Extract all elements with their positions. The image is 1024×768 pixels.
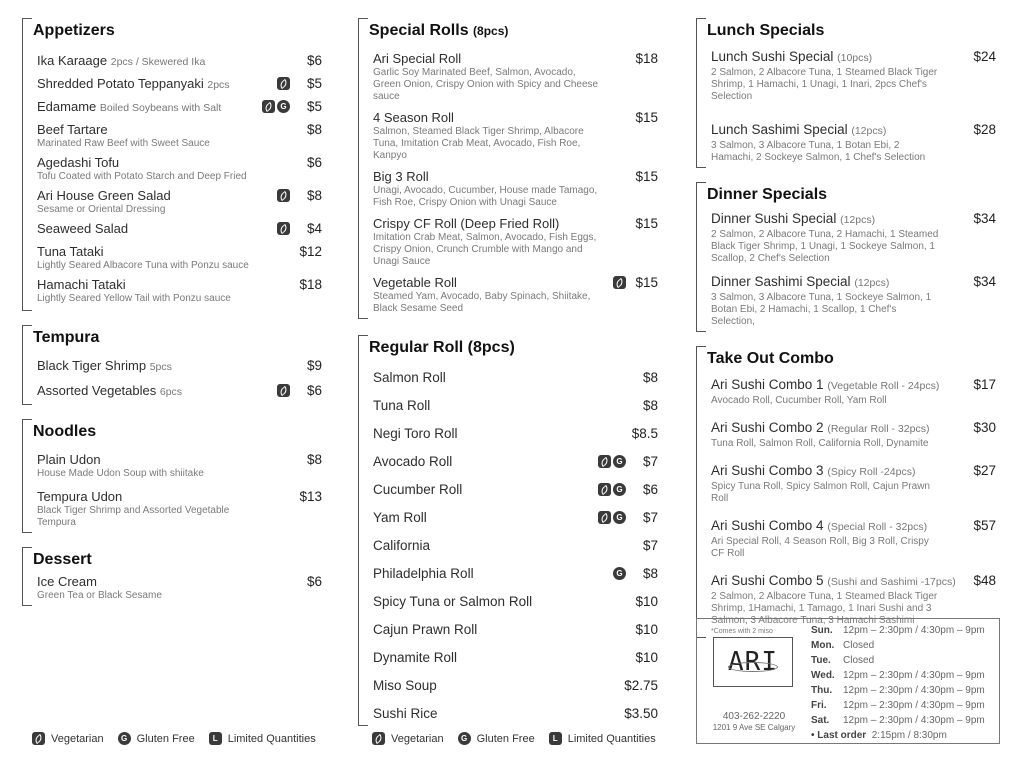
item-portion: 2pcs / Skewered Ika: [110, 56, 206, 68]
item-description: Sesame or Oriental Dressing: [37, 204, 166, 215]
item-name: Ari Sushi Combo 5: [711, 573, 824, 588]
restaurant-info-box: [696, 618, 1000, 744]
menu-column-2: [358, 18, 662, 726]
item-name: Ari Sushi Combo 2: [711, 420, 824, 435]
legend-left: [32, 732, 316, 745]
regular-roll-section: [358, 335, 662, 726]
item-name: Ari House Green Salad: [37, 188, 171, 203]
item-portion: (Special Roll - 32pcs): [827, 521, 928, 533]
item-description: 2 Salmon, 2 Albacore Tuna, 1 Steamed Black Tiger Shrimp, 1Hamachi, 1 Tamago, 1 Inari Sushi and 3 Salmon, 3 Albacore Tuna, 3 Hamachi Sashimi: [711, 591, 938, 626]
item-description: 3 Salmon, 3 Albacore Tuna, 1 Sockeye Salmon, 1 Botan Ebi, 2 Hamachi, 1 Scallop, 1 Chef's Selection,: [711, 292, 932, 327]
section-title: Tempura: [33, 329, 100, 346]
menu-item: [37, 98, 326, 117]
menu-item: [37, 357, 326, 376]
menu-item: [711, 376, 1000, 407]
item-portion: 2pcs: [207, 79, 230, 91]
menu-item: [373, 397, 662, 414]
menu-item: [711, 462, 1000, 505]
legend-vegetarian: Vegetarian: [391, 732, 444, 745]
item-description: Garlic Soy Marinated Beef, Salmon, Avocado, Green Onion, Crispy Onion with Spicy and Cheese sauce: [373, 67, 599, 102]
hours-row: [811, 653, 985, 668]
item-price: $13: [299, 489, 322, 504]
item-price: $7: [642, 510, 658, 525]
gluten-free-icon: G: [613, 455, 626, 468]
vegetarian-icon: [262, 100, 275, 113]
item-price: $6: [306, 53, 322, 68]
item-name: Tempura Udon: [37, 489, 123, 504]
hours-row: [811, 668, 985, 683]
item-price: $15: [635, 216, 658, 231]
last-order-label: • Last order: [811, 730, 867, 741]
hours-day: Sat.: [811, 715, 830, 726]
menu-item: [37, 573, 326, 602]
item-name: Dinner Sushi Special: [711, 211, 837, 226]
menu-item: [373, 274, 662, 315]
legend-gluten-free: Gluten Free: [476, 732, 535, 745]
item-name: Edamame: [37, 99, 97, 114]
item-name: Miso Soup: [373, 678, 437, 693]
menu-item: [37, 75, 326, 94]
item-description: Tuna Roll, Salmon Roll, California Roll, Dynamite: [711, 438, 929, 449]
hours-day: Fri.: [811, 700, 827, 711]
item-description: Lightly Seared Albacore Tuna with Ponzu sauce: [37, 260, 249, 271]
hours-row: [811, 623, 985, 638]
item-price: $24: [973, 49, 996, 64]
item-description: Steamed Yam, Avocado, Baby Spinach, Shiitake, Black Sesame Seed: [373, 291, 591, 314]
section-title: Noodles: [33, 423, 97, 440]
hours-day: Sun.: [811, 625, 833, 636]
menu-item: [711, 419, 1000, 450]
hours-time: 12pm – 2:30pm / 4:30pm – 9pm: [843, 715, 985, 726]
menu-item: [37, 276, 326, 305]
item-price: $8: [306, 188, 322, 203]
menu-item: [373, 425, 662, 442]
item-name: Avocado Roll: [373, 454, 453, 469]
dessert-section: [22, 547, 326, 606]
hours-row: [811, 638, 985, 653]
menu-item: [373, 593, 662, 610]
hours-day: Wed.: [811, 670, 835, 681]
menu-item: [711, 48, 1000, 103]
hours-day: Mon.: [811, 640, 835, 651]
menu-item: [373, 677, 662, 694]
hours-time: 12pm – 2:30pm / 4:30pm – 9pm: [843, 685, 985, 696]
item-name: Tuna Tataki: [37, 244, 104, 259]
item-portion: (10pcs): [837, 52, 873, 64]
item-portion: Boiled Soybeans with Salt: [99, 102, 222, 114]
item-name: Ika Karaage: [37, 53, 108, 68]
item-portion: (12pcs): [854, 277, 890, 289]
menu-item: [37, 488, 326, 529]
item-price: $18: [635, 51, 658, 66]
legend-vegetarian: Vegetarian: [51, 732, 104, 745]
item-description: Lightly Seared Yellow Tail with Ponzu sauce: [37, 293, 231, 304]
item-name: Ari Sushi Combo 4: [711, 518, 824, 533]
item-portion: (Regular Roll - 32pcs): [827, 423, 930, 435]
address: 1201 9 Ave SE Calgary: [712, 723, 796, 732]
item-price: $5: [306, 76, 322, 91]
menu-item: [711, 273, 1000, 328]
hours-time: Closed: [843, 655, 875, 666]
vegetarian-icon: [277, 222, 290, 235]
item-description: Avocado Roll, Cucumber Roll, Yam Roll: [711, 395, 887, 406]
menu-item: [711, 210, 1000, 265]
item-price: $48: [973, 573, 996, 588]
menu-item: [37, 220, 326, 237]
last-order-time: 2:15pm / 8:30pm: [871, 730, 947, 741]
item-name: Vegetable Roll: [373, 275, 457, 290]
hours-day: Tue.: [811, 655, 831, 666]
section-title-main: Special Rolls: [369, 22, 469, 39]
item-description: Green Tea or Black Sesame: [37, 590, 162, 601]
hours-time: 12pm – 2:30pm / 4:30pm – 9pm: [843, 700, 985, 711]
hours-time: 12pm – 2:30pm / 4:30pm – 9pm: [843, 625, 985, 636]
menu-item: [711, 517, 1000, 560]
item-price: $57: [973, 518, 996, 533]
item-description: Black Tiger Shrimp and Assorted Vegetable Tempura: [37, 505, 230, 528]
item-description: Spicy Tuna Roll, Spicy Salmon Roll, Cajun Prawn Roll: [711, 481, 930, 504]
item-description: 3 Salmon, 3 Albacore Tuna, 1 Botan Ebi, 2 Hamachi, 2 Sockeye Salmon, 1 Chef's Selection: [711, 140, 926, 163]
menu-item: [373, 621, 662, 638]
menu-item: [373, 649, 662, 666]
item-name: Spicy Tuna or Salmon Roll: [373, 594, 533, 609]
item-name: Salmon Roll: [373, 370, 446, 385]
menu-column-3: [696, 18, 1000, 638]
item-description: Imitation Crab Meat, Salmon, Avocado, Fish Eggs, Crispy Onion, Crunch Crumble with Mango and Unagi Sauce: [373, 232, 597, 267]
item-price: $8: [642, 566, 658, 581]
item-name: Hamachi Tataki: [37, 277, 126, 292]
vegetarian-icon: [598, 455, 611, 468]
item-price: $28: [973, 122, 996, 137]
menu-item: [373, 109, 662, 162]
menu-item: [373, 537, 662, 554]
menu-item: [373, 453, 662, 470]
menu-item: [373, 168, 662, 209]
item-name: Ari Special Roll: [373, 51, 462, 66]
menu-item: [373, 705, 662, 722]
item-name: Lunch Sushi Special: [711, 49, 834, 64]
item-description: Salmon, Steamed Black Tiger Shrimp, Albacore Tuna, Imitation Crab Meat, Avocado, Fish Roe, Kanpyo: [373, 126, 584, 161]
item-portion: 6pcs: [159, 386, 183, 398]
gluten-free-icon: G: [613, 483, 626, 496]
item-price: $8.5: [631, 426, 658, 441]
take-out-combo-section: [696, 346, 1000, 638]
item-name: Negi Toro Roll: [373, 426, 458, 441]
item-description: House Made Udon Soup with shiitake: [37, 468, 204, 479]
item-description: 2 Salmon, 2 Albacore Tuna, 1 Steamed Black Tiger Shrimp, 1 Hamachi, 1 Unagi, 1 Inari, 2pcs Chef's Selection: [711, 67, 938, 102]
item-name: Shredded Potato Teppanyaki: [37, 76, 204, 91]
gluten-free-icon: G: [613, 511, 626, 524]
vegetarian-icon: [372, 732, 385, 745]
menu-item: [37, 154, 326, 183]
section-title: Dessert: [33, 551, 92, 568]
item-price: $27: [973, 463, 996, 478]
menu-item: [37, 451, 326, 480]
item-price: $12: [299, 244, 322, 259]
menu-item: [373, 369, 662, 386]
item-price: $18: [299, 277, 322, 292]
item-price: $30: [973, 420, 996, 435]
last-order-row: [811, 728, 985, 743]
item-description: Tofu Coated with Potato Starch and Deep Fried: [37, 171, 247, 182]
dinner-specials-section: [696, 182, 1000, 332]
item-portion: (Spicy Roll -24pcs): [827, 466, 916, 478]
item-price: $6: [306, 383, 322, 398]
hours-time: 12pm – 2:30pm / 4:30pm – 9pm: [843, 670, 985, 681]
vegetarian-icon: [277, 189, 290, 202]
item-price: $6: [642, 482, 658, 497]
item-price: $3.50: [624, 706, 658, 721]
vegetarian-icon: [32, 732, 45, 745]
item-name: Cucumber Roll: [373, 482, 463, 497]
section-title: Take Out Combo: [707, 350, 834, 367]
section-title: Lunch Specials: [707, 22, 825, 39]
section-title: Regular Roll (8pcs): [369, 339, 515, 356]
item-price: $15: [635, 275, 658, 290]
legend-gluten-free: Gluten Free: [136, 732, 195, 745]
item-price: $8: [306, 452, 322, 467]
menu-item: [373, 481, 662, 498]
item-portion: (12pcs): [851, 125, 887, 137]
menu-item: [373, 565, 662, 582]
special-rolls-section: [358, 18, 662, 319]
limited-quantities-icon: L: [209, 732, 222, 745]
item-name: Agedashi Tofu: [37, 155, 120, 170]
hours-time: Closed: [843, 640, 875, 651]
phone-number: 403-262-2220: [722, 711, 786, 722]
item-name: Assorted Vegetables: [37, 383, 157, 398]
item-name: Philadelphia Roll: [373, 566, 474, 581]
gluten-free-icon: G: [118, 732, 131, 745]
item-description: Marinated Raw Beef with Sweet Sauce: [37, 138, 210, 149]
appetizers-section: [22, 18, 326, 311]
item-name: Ice Cream: [37, 574, 97, 589]
item-price: $7: [642, 454, 658, 469]
item-portion: (12pcs): [840, 214, 876, 226]
item-name: Dinner Sashimi Special: [711, 274, 851, 289]
item-portion: (Vegetable Roll - 24pcs): [827, 380, 940, 392]
gluten-free-icon: G: [613, 567, 626, 580]
gluten-free-icon: G: [458, 732, 471, 745]
item-price: $8: [306, 122, 322, 137]
tempura-section: [22, 325, 326, 405]
legend-limited: Limited Quantities: [227, 732, 316, 745]
item-name: Lunch Sashimi Special: [711, 122, 848, 137]
legend-limited: Limited Quantities: [567, 732, 656, 745]
item-description: Unagi, Avocado, Cucumber, House made Tamago, Fish Roe, Crispy Onion with Unagi Sauce: [373, 185, 598, 208]
item-name: Cajun Prawn Roll: [373, 622, 478, 637]
vegetarian-icon: [598, 511, 611, 524]
noodles-section: [22, 419, 326, 533]
item-name: California: [373, 538, 431, 553]
item-price: $34: [973, 274, 996, 289]
item-name: Sushi Rice: [373, 706, 438, 721]
item-price: $6: [306, 574, 322, 589]
item-price: $10: [635, 594, 658, 609]
menu-item: [37, 121, 326, 150]
section-title: Dinner Specials: [707, 186, 828, 203]
item-price: $10: [635, 650, 658, 665]
item-name: Plain Udon: [37, 452, 101, 467]
item-name: Yam Roll: [373, 510, 427, 525]
item-price: $15: [635, 169, 658, 184]
hours-row: [811, 698, 985, 713]
item-price: $5: [306, 99, 322, 114]
combo-note: *Comes with 2 miso: [711, 628, 773, 635]
section-title: [369, 20, 662, 42]
item-name: Tuna Roll: [373, 398, 431, 413]
hours-row: [811, 683, 985, 698]
item-name: Beef Tartare: [37, 122, 108, 137]
item-price: $8: [642, 398, 658, 413]
item-name: Black Tiger Shrimp: [37, 358, 147, 373]
item-name: Big 3 Roll: [373, 169, 429, 184]
section-title: Appetizers: [33, 22, 115, 39]
item-name: Crispy CF Roll (Deep Fried Roll): [373, 216, 560, 231]
menu-column-1: [22, 18, 326, 606]
item-price: $15: [635, 110, 658, 125]
item-description: Ari Special Roll, 4 Season Roll, Big 3 Roll, Crispy CF Roll: [711, 536, 929, 559]
item-portion: 5pcs: [149, 361, 172, 373]
limited-quantities-icon: L: [549, 732, 562, 745]
item-name: Dynamite Roll: [373, 650, 458, 665]
item-price: $2.75: [624, 678, 658, 693]
item-price: $4: [306, 221, 322, 236]
vegetarian-icon: [613, 276, 626, 289]
menu-item: [373, 215, 662, 268]
item-name: Seaweed Salad: [37, 221, 129, 236]
item-name: Ari Sushi Combo 3: [711, 463, 824, 478]
item-description: 2 Salmon, 2 Albacore Tuna, 2 Hamachi, 1 Steamed Black Tiger Shrimp, 1 Unagi, 1 Sockeye Salmon, 1 Scallop, 2 Chef's Selection: [711, 229, 939, 264]
item-price: $7: [642, 538, 658, 553]
item-name: 4 Season Roll: [373, 110, 454, 125]
ari-logo: ARI: [713, 637, 793, 687]
vegetarian-icon: [277, 384, 290, 397]
vegetarian-icon: [277, 77, 290, 90]
hours-day: Thu.: [811, 685, 833, 696]
menu-item: [711, 121, 1000, 164]
menu-item: [37, 187, 326, 216]
item-price: $9: [306, 358, 322, 373]
item-name: Ari Sushi Combo 1: [711, 377, 824, 392]
business-hours: [811, 623, 985, 743]
menu-item: [37, 382, 326, 401]
menu-item: [373, 50, 662, 103]
legend-middle: [372, 732, 656, 745]
item-price: $17: [973, 377, 996, 392]
vegetarian-icon: [598, 483, 611, 496]
menu-item: [37, 243, 326, 272]
item-portion: (Sushi and Sashimi -17pcs): [827, 576, 956, 588]
gluten-free-icon: G: [277, 100, 290, 113]
menu-item: [37, 52, 326, 71]
item-price: $8: [642, 370, 658, 385]
hours-row: [811, 713, 985, 728]
menu-item: [373, 509, 662, 526]
item-price: $34: [973, 211, 996, 226]
item-price: $10: [635, 622, 658, 637]
section-title-portion: (8pcs): [473, 24, 509, 38]
item-price: $6: [306, 155, 322, 170]
lunch-specials-section: [696, 18, 1000, 168]
